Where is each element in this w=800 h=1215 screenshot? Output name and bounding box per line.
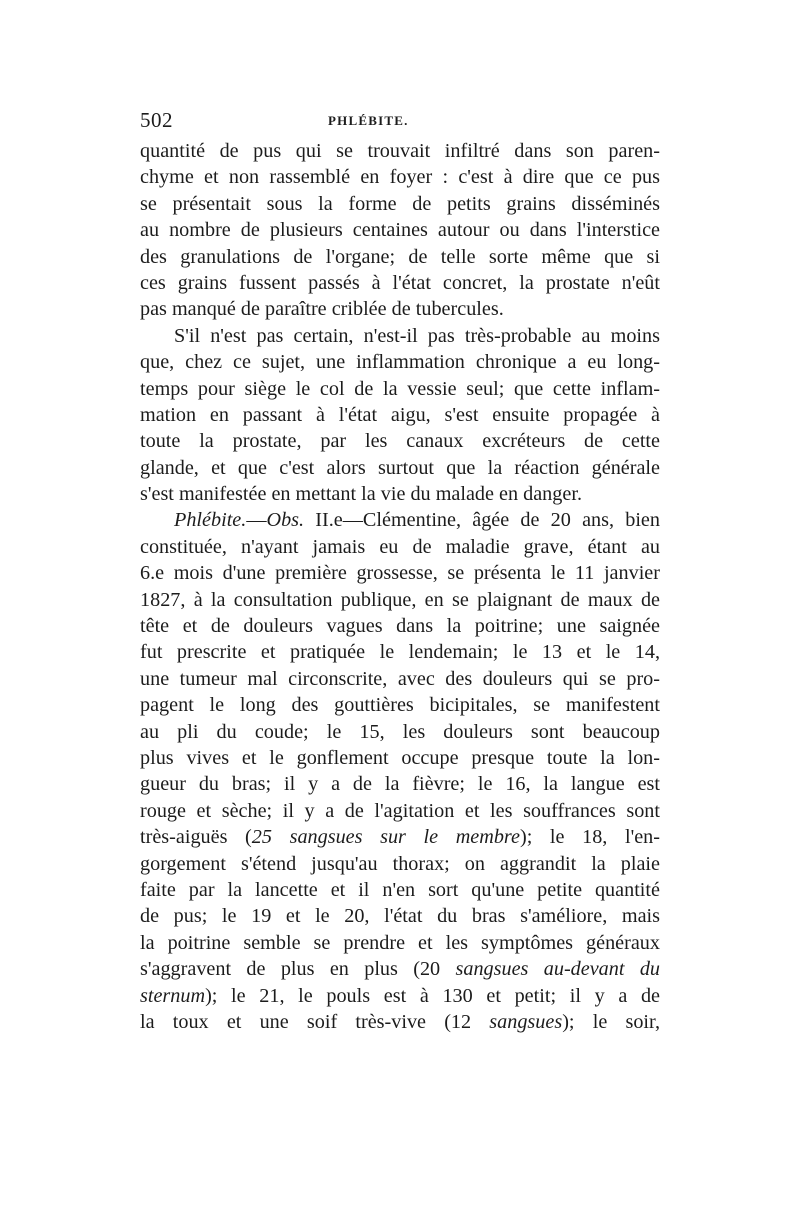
text-line: de pus; le 19 et le 20, l'état du bras s'améliore, mais [140, 905, 660, 928]
text-run: ); le 21, le pouls est à 130 et petit; il y a de [205, 984, 660, 1007]
text-line: pas manqué de paraître criblée de tubercules. [140, 298, 504, 321]
dash: — [246, 509, 267, 532]
text-line: fut prescrite et pratiquée le lendemain; le 13 et le 14, [140, 641, 660, 664]
text-line [140, 956, 660, 982]
text-run: II.e—Clémentine, âgée de 20 ans, bien [304, 509, 660, 532]
italic-run: sangsues au-devant du [455, 958, 660, 981]
text-run: la toux et une soif très-vive (12 [140, 1010, 490, 1033]
page-number: 502 [140, 108, 173, 132]
text-line: toute la prostate, par les canaux excréteurs de cette [140, 430, 660, 453]
text-line: des granulations de l'organe; de telle sorte même que si [140, 245, 660, 268]
text-line: temps pour siège le col de la vessie seul; que cette inflam- [140, 377, 660, 400]
text-line: gueur du bras; il y a de la fièvre; le 16, la langue est [140, 773, 660, 796]
text-line: ces grains fussent passés à l'état concret, la prostate n'eût [140, 271, 660, 294]
text-line: 1827, à la consultation publique, en se plaignant de maux de [140, 588, 660, 611]
text-line: pagent le long des gouttières bicipitales, se manifestent [140, 694, 660, 717]
text-line: chyme et non rassemblé en foyer : c'est à dire que ce pus [140, 166, 660, 189]
text-line: s'est manifestée en mettant la vie du malade en danger. [140, 483, 582, 506]
body-text [140, 138, 660, 1035]
text-line: quantité de pus qui se trouvait infiltré dans son paren- [140, 140, 660, 162]
page-header [140, 108, 660, 134]
text-line: constituée, n'ayant jamais eu de maladie grave, étant au [140, 535, 660, 558]
text-line: rouge et sèche; il y a de l'agitation et les souffrances sont [140, 799, 660, 822]
text-line [140, 824, 660, 850]
text-line: au nombre de plusieurs centaines autour ou dans l'interstice [140, 219, 660, 242]
text-line: plus vives et le gonflement occupe presque toute la lon- [140, 746, 660, 769]
italic-run: sangsues [489, 1010, 563, 1033]
text-line: faite par la lancette et il n'en sort qu'une petite quantité [140, 878, 660, 901]
observation-label: Obs. [266, 509, 305, 532]
italic-run: 25 sangsues sur le membre [251, 826, 520, 849]
text-line [140, 1009, 660, 1035]
italic-run: sternum [140, 984, 206, 1007]
text-line: se présentait sous la forme de petits grains disséminés [140, 192, 660, 215]
text-run: ); le soir, [562, 1010, 660, 1033]
text-line: une tumeur mal circonscrite, avec des douleurs qui se pro- [140, 667, 660, 690]
text-line [140, 507, 660, 533]
section-label: Phlébite. [174, 509, 247, 532]
text-run: très-aiguës ( [140, 826, 252, 849]
text-line: au pli du coude; le 15, les douleurs sont beaucoup [140, 720, 660, 743]
text-line [140, 983, 660, 1009]
text-line: S'il n'est pas certain, n'est-il pas très-probable au moins [174, 324, 660, 347]
text-line: que, chez ce sujet, une inflammation chronique a eu long- [140, 351, 660, 374]
text-line: tête et de douleurs vagues dans la poitrine; une saignée [140, 615, 660, 638]
text-run: s'aggravent de plus en plus (20 [140, 958, 456, 981]
text-line: mation en passant à l'état aigu, s'est ensuite propagée à [140, 403, 660, 426]
text-line: la poitrine semble se prendre et les symptômes généraux [140, 931, 660, 954]
text-line: 6.e mois d'une première grossesse, se présenta le 11 janvier [140, 562, 660, 585]
text-line: glande, et que c'est alors surtout que la réaction générale [140, 456, 660, 479]
text-run: ); le 18, l'en- [519, 826, 660, 849]
running-title: PHLÉBITE. [328, 113, 409, 128]
text-line: gorgement s'étend jusqu'au thorax; on aggrandit la plaie [140, 852, 660, 875]
